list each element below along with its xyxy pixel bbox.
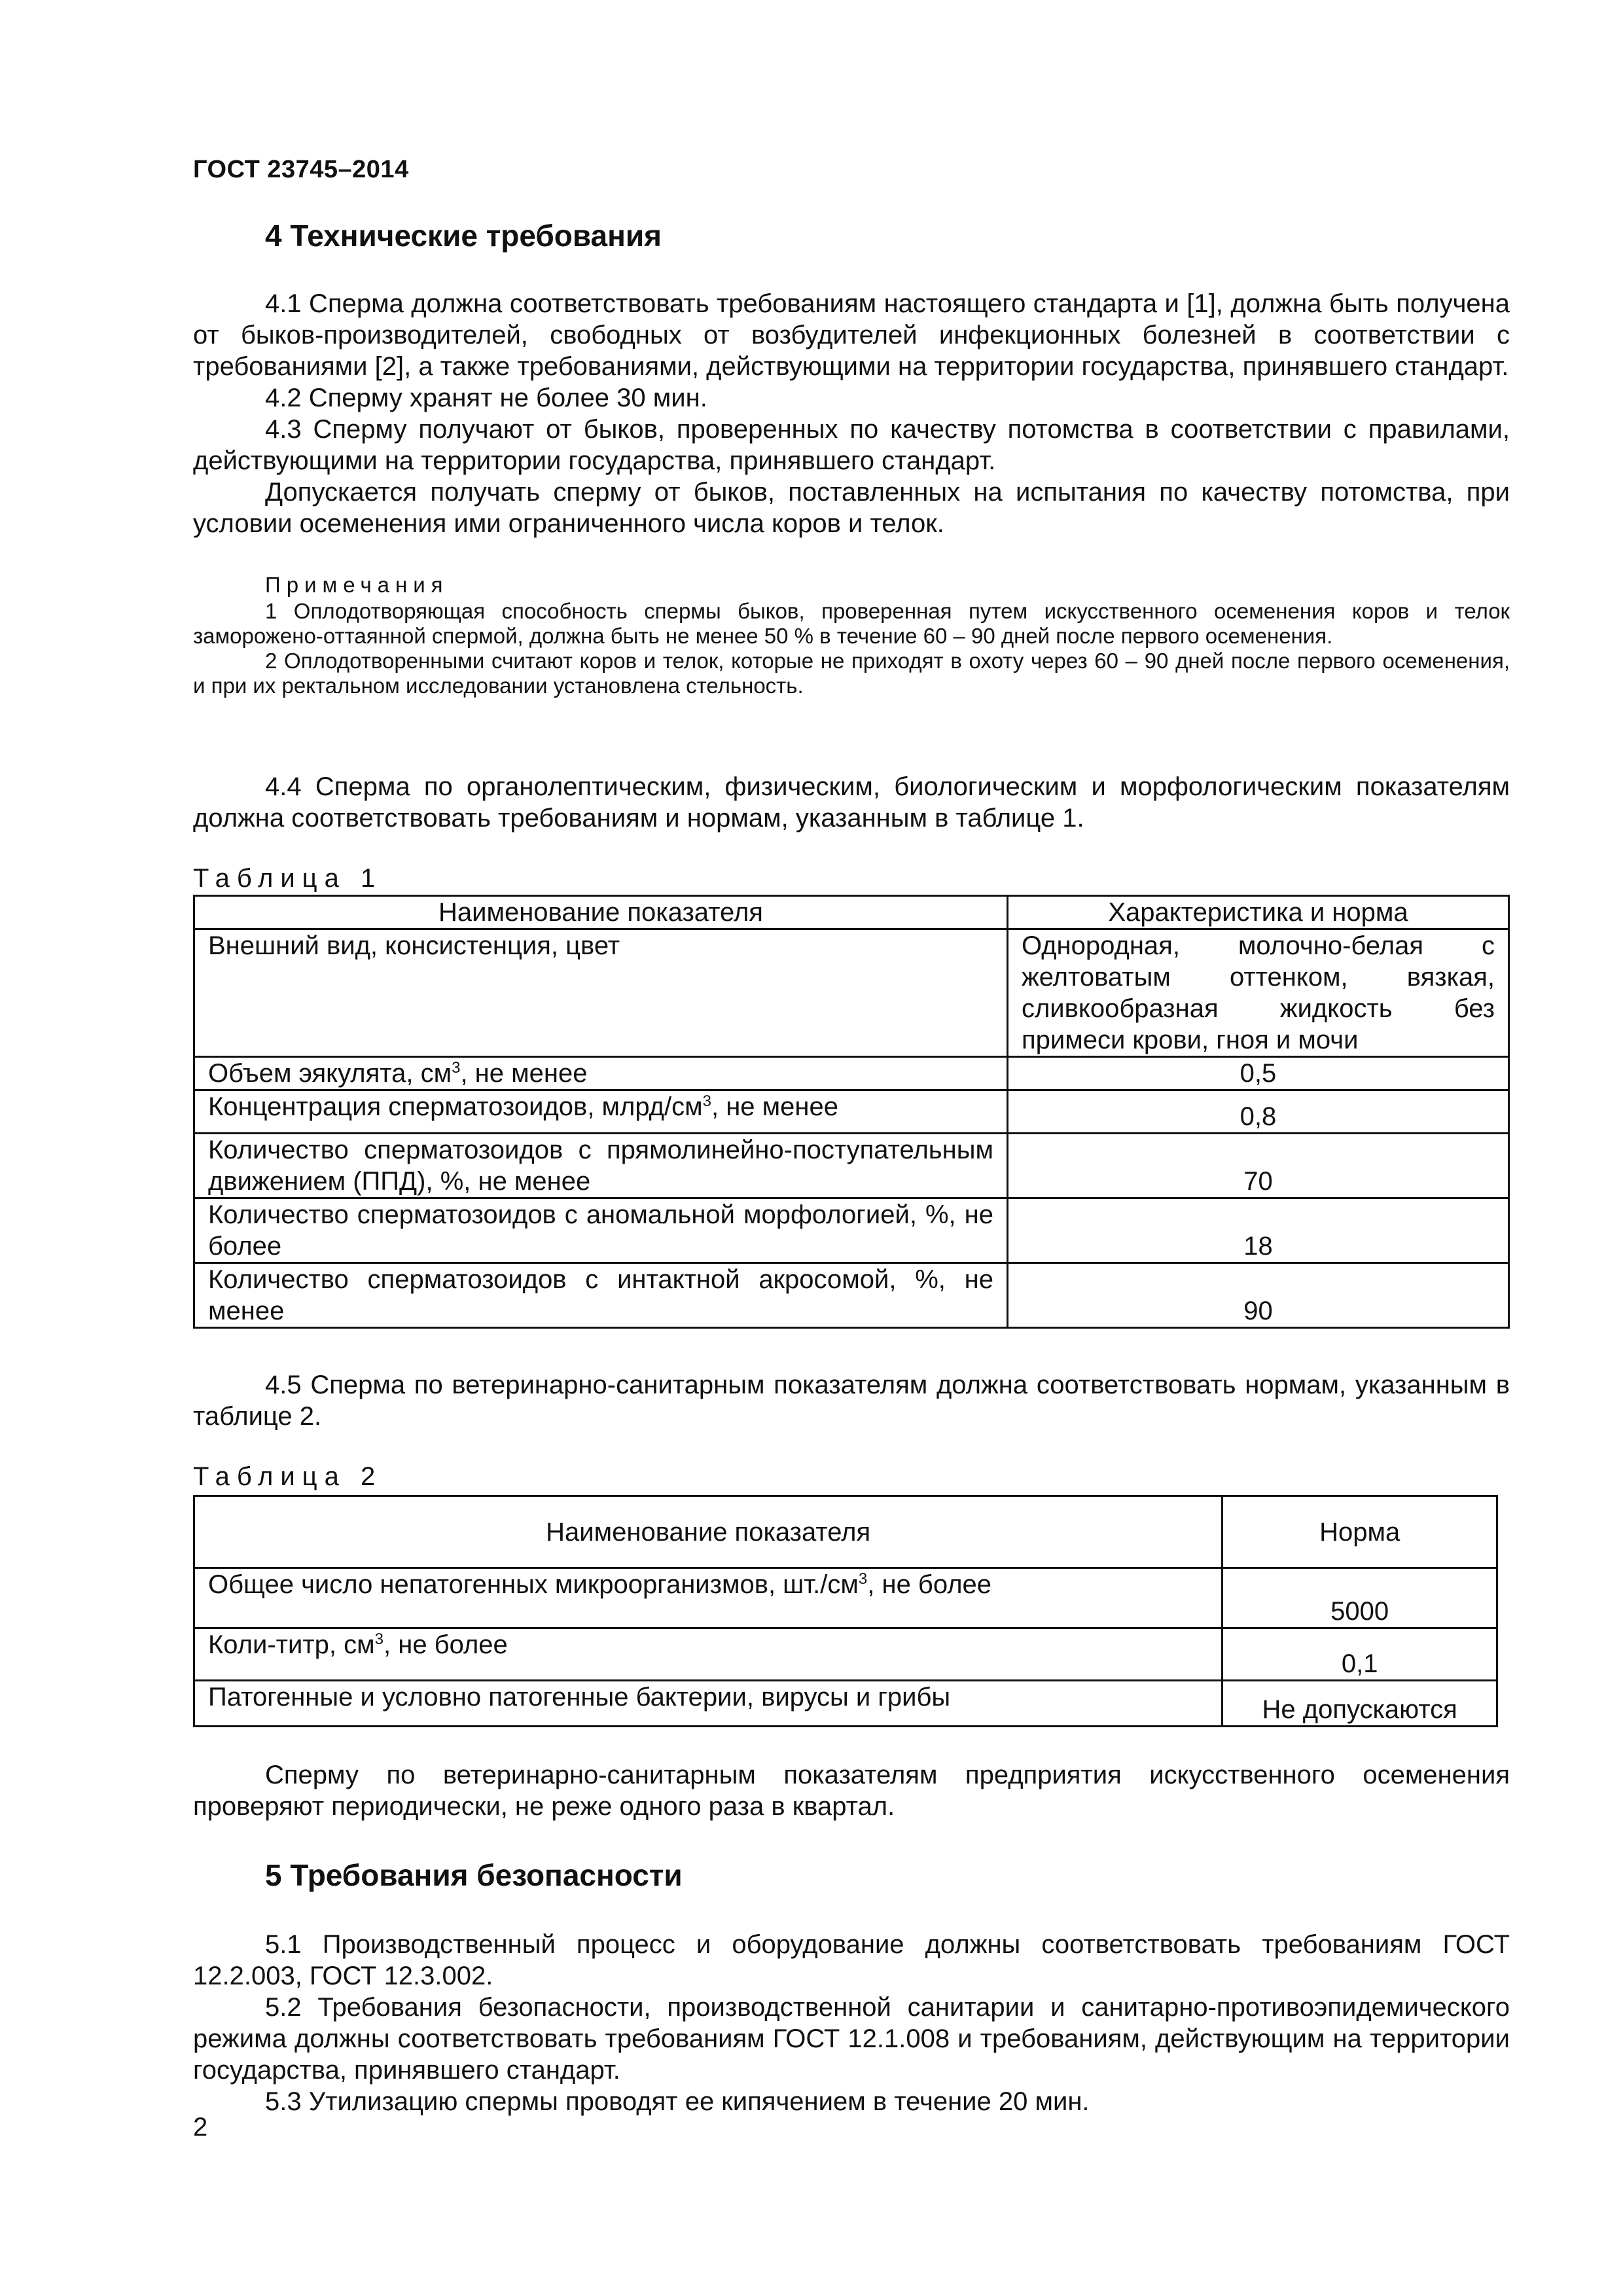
section-5-body bbox=[193, 1929, 1510, 2117]
paragraph-4-5-block bbox=[193, 1369, 1510, 1432]
table-1-row-4-name: Количество сперматозоидов с прямолинейно-поступательным движением (ППД), %, не менее bbox=[194, 1134, 1008, 1198]
table-1 bbox=[193, 895, 1510, 1329]
table-1-row-2-value: 0,5 bbox=[1007, 1057, 1508, 1090]
notes-block bbox=[193, 573, 1510, 698]
table-row bbox=[194, 1134, 1509, 1198]
table-row bbox=[194, 1263, 1509, 1328]
note-2: 2 Оплодотворенными считают коров и телок, которые не приходят в охоту через 60 – 90 дней после первого осеменения, и при их ректальном исследовании установлена стельность. bbox=[193, 649, 1510, 698]
table-1-header-value: Характеристика и норма bbox=[1007, 896, 1508, 929]
note-1: 1 Оплодотворяющая способность спермы быков, проверенная путем искусственного осеменения коров и телок заморожено-оттаянной спермой, должна быть не менее 50 % в течение 60 – 90 дней после первого осеменения. bbox=[193, 599, 1510, 648]
table-1-row-5-value: 18 bbox=[1007, 1198, 1508, 1263]
section-5-title: 5 Требования безопасности bbox=[265, 1858, 683, 1892]
table-2-row-3-name: Патогенные и условно патогенные бактерии, вирусы и грибы bbox=[194, 1681, 1222, 1727]
table-1-row-4-value: 70 bbox=[1007, 1134, 1508, 1198]
paragraph-4-2: 4.2 Сперму хранят не более 30 мин. bbox=[265, 384, 707, 412]
table-1-caption: Таблица 1 bbox=[193, 864, 383, 893]
table-2-header-value: Норма bbox=[1222, 1496, 1497, 1568]
table-header-row bbox=[194, 896, 1509, 929]
table-header-row bbox=[194, 1496, 1497, 1568]
paragraph-after-table-2: Сперму по ветеринарно-санитарным показателям предприятия искусственного осеменения проверяют периодически, не реже одного раза в квартал. bbox=[193, 1761, 1510, 1821]
table-1-row-3-name: Концентрация сперматозоидов, млрд/$см^3$, не менее bbox=[194, 1090, 1008, 1134]
table-row bbox=[194, 929, 1509, 1057]
table-2-row-1-value: 5000 bbox=[1222, 1568, 1497, 1628]
page-number: 2 bbox=[193, 2113, 208, 2142]
table-2-row-2-value: 0,1 bbox=[1222, 1628, 1497, 1681]
table-2-row-1-name: Общее число непатогенных микроорганизмов, $шт./см^3$, не более bbox=[194, 1568, 1222, 1628]
table-1-header-name: Наименование показателя bbox=[194, 896, 1008, 929]
table-row bbox=[194, 1090, 1509, 1134]
table-row bbox=[194, 1057, 1509, 1090]
table-1-row-3-value: 0,8 bbox=[1007, 1090, 1508, 1134]
section-4-body bbox=[193, 288, 1510, 539]
table-row bbox=[194, 1568, 1497, 1628]
paragraph-4-3-extra: Допускается получать сперму от быков, поставленных на испытания по качеству потомства, при условии осеменения ими ограниченного числа коров и телок. bbox=[193, 478, 1510, 538]
table-1-row-2-name: Объем эякулята, $см^3$, не менее bbox=[194, 1057, 1008, 1090]
paragraph-4-3: 4.3 Сперму получают от быков, проверенных по качеству потомства в соответствии с правилами, действующими на территории государства, принявшего стандарт. bbox=[193, 415, 1510, 475]
table-1-row-6-name: Количество сперматозоидов с интактной акросомой, %, не менее bbox=[194, 1263, 1008, 1328]
table-1-row-1-value: Однородная, молочно-белая с желтоватым оттенком, вязкая, сливкообразная жидкость без примеси крови, гноя и мочи bbox=[1007, 929, 1508, 1057]
table-2-row-3-value: Не допускаются bbox=[1222, 1681, 1497, 1727]
paragraph-4-5: 4.5 Сперма по ветеринарно-санитарным показателям должна соответствовать нормам, указанным в таблице 2. bbox=[193, 1371, 1510, 1431]
paragraph-4-4-block bbox=[193, 771, 1510, 834]
paragraph-5-1: 5.1 Производственный процесс и оборудование должны соответствовать требованиям ГОСТ 12.2.003, ГОСТ 12.3.002. bbox=[193, 1930, 1510, 1990]
table-row bbox=[194, 1198, 1509, 1263]
table-1-row-5-name: Количество сперматозоидов с аномальной морфологией, %, не более bbox=[194, 1198, 1008, 1263]
document-header: ГОСТ 23745–2014 bbox=[193, 156, 409, 183]
table-2-header-name: Наименование показателя bbox=[194, 1496, 1222, 1568]
paragraph-4-4: 4.4 Сперма по органолептическим, физическим, биологическим и морфологическим показателям должна соответствовать требованиям и нормам, указанным в таблице 1. bbox=[193, 772, 1510, 833]
table-2-caption: Таблица 2 bbox=[193, 1462, 383, 1491]
paragraph-4-1: 4.1 Сперма должна соответствовать требованиям настоящего стандарта и [1], должна быть получена от быков-производителей, свободных от возбудителей инфекционных болезней в соответствии с требованиями [2], а также требованиями, действующими на территории государства, принявшего стандарт. bbox=[193, 289, 1510, 381]
section-4-title: 4 Технические требования bbox=[265, 219, 662, 253]
table-row bbox=[194, 1681, 1497, 1727]
paragraph-5-3: 5.3 Утилизацию спермы проводят ее кипячением в течение 20 мин. bbox=[265, 2087, 1090, 2116]
table-row bbox=[194, 1628, 1497, 1681]
table-2-row-2-name: Коли-титр, $см^3$, не более bbox=[194, 1628, 1222, 1681]
notes-heading: Примечания bbox=[265, 573, 449, 597]
table-2 bbox=[193, 1495, 1498, 1727]
paragraph-5-2: 5.2 Требования безопасности, производственной санитарии и санитарно-противоэпидемического режима должны соответствовать требованиям ГОСТ 12.1.008 и требованиям, действующим на территории государства, принявшего стандарт. bbox=[193, 1993, 1510, 2085]
table-1-row-6-value: 90 bbox=[1007, 1263, 1508, 1328]
table-1-row-1-name: Внешний вид, консистенция, цвет bbox=[194, 929, 1008, 1057]
paragraph-after-table-2-block bbox=[193, 1759, 1510, 1822]
